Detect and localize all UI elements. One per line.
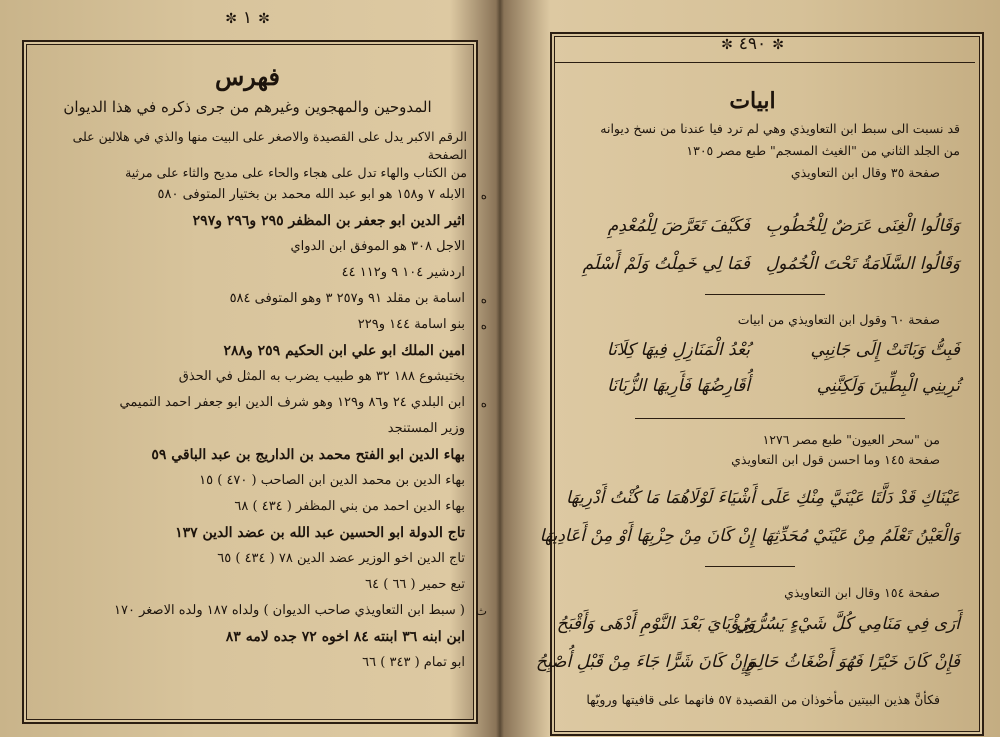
index-entry xyxy=(36,546,465,572)
section-caption: صفحة ١٥٤ وقال ابن التعاويذي xyxy=(784,585,940,600)
header-rule xyxy=(555,62,975,63)
index-entry xyxy=(36,364,465,390)
index-entry-text: اردشير ١٠٤ ٩ و١١٢ ٤٤ xyxy=(341,265,465,280)
index-entry xyxy=(36,208,465,234)
verse-hemistich: بُعْدُ الْمَنَازِلِ فِيهَا كِلَانَا xyxy=(606,340,750,360)
index-entry-text: تاج الدولة ابو الحسين عبد الله بن عضد الدين ١٣٧ xyxy=(175,525,465,541)
index-entry-marker: ه xyxy=(480,188,487,202)
index-entry xyxy=(36,260,465,286)
verse-hemistich: وَقَالُوا السَّلَامَةُ تَحْتَ الْخُمُولِ xyxy=(765,254,960,274)
intro-line: الرقم الاكبر يدل على القصيدة والاصغر على البيت منها والذي في هلالين على الصفحة xyxy=(72,129,467,162)
verses-intro xyxy=(565,118,960,162)
verse-hemistich: إِنْ كَانَ مِنْ حِزْبِهَا أَوْ مِنْ أَعَادِيهَا xyxy=(539,526,755,546)
index-intro xyxy=(40,128,467,182)
index-entry xyxy=(36,286,487,312)
ornament-icon: ✼ xyxy=(772,37,784,53)
index-entry xyxy=(36,312,487,338)
index-entry-text: ( سبط ابن التعاويذي صاحب الديوان ) ولداه ١٨٧ ولده الاصغر ١٧٠ xyxy=(114,603,465,618)
index-entry-text: بهاء الدين احمد من بني المظفر ( ٤٣٤ ) ٦٨ xyxy=(234,499,465,514)
section-caption: صفحة ١٤٥ وما احسن قول ابن التعاويذي xyxy=(731,452,940,467)
index-entry xyxy=(36,494,465,520)
index-entry-text: اسامة بن مقلد ٩١ و٢٥٧ ٣ وهو المتوفى ٥٨٤ xyxy=(229,291,465,306)
index-entry xyxy=(36,572,465,598)
verse-hemistich: أُقَارِضُهَا فَأَرِيهَا الزُّبَانَا xyxy=(607,376,750,396)
section-divider xyxy=(705,294,825,295)
index-entry-text: الاجل ٣٠٨ هو الموفق ابن الدواي xyxy=(290,239,465,254)
verse-hemistich: عَيْنَاكِ قَدْ دَلَّتَا عَيْنَيَّ مِنْكِ عَلَى xyxy=(760,488,960,508)
index-entry xyxy=(36,442,465,468)
section-caption: صفحة ٣٥ وقال ابن التعاويذي xyxy=(790,165,940,180)
index-entry-marker: ه xyxy=(480,396,487,410)
index-entry xyxy=(36,338,465,364)
verse-hemistich: تُرِينِي الْبِطِّينَ وَلَكِنَّنِي xyxy=(816,376,960,396)
index-entry-text: ابن ابنه ٣٦ ابنته ٨٤ اخوه ٧٢ جده لامه ٨٣ xyxy=(225,629,465,645)
left-page xyxy=(0,0,495,737)
index-entry xyxy=(36,390,487,416)
verse-hemistich: أَشْيَاءَ لَوْلَاهُمَا مَا كُنْتُ أَدْرِيهَا xyxy=(566,488,755,508)
verses-title: ابيات xyxy=(729,88,776,114)
verse-hemistich: فَمَا لِي خَمِلْتُ وَلَمْ أَسْلَمِ xyxy=(582,254,750,274)
index-entry-text: بنو اسامة ١٤٤ و٢٢٩ xyxy=(357,317,465,332)
index-entry xyxy=(36,598,487,624)
index-entry-marker: ث xyxy=(475,604,487,618)
index-entry-marker: ه xyxy=(480,318,487,332)
index-entry-text: تبع حمير ( ٦٦ ) ٦٤ xyxy=(365,577,465,592)
index-entry-text: الابله ٧ و١٥٨ هو ابو عبد الله محمد بن بختيار المتوفى ٥٨٠ xyxy=(157,187,465,202)
section-divider xyxy=(635,418,905,419)
verse-hemistich: فَإِنْ كَانَ خَيْرًا فَهُوَ أَضْغَاثُ حَالِمٍ xyxy=(746,652,960,672)
index-entry-text: اثير الدين ابو جعفر بن المظفر ٢٩٥ و٢٩٦ و٢٩٧ xyxy=(192,213,465,229)
index-entry-text: بهاء الدين بن محمد الدين ابن الصاحب ( ٤٧٠ ) ١٥ xyxy=(199,473,465,488)
index-entry xyxy=(36,234,465,260)
verse-hemistich: وَرُؤْيَايَ بَعْدَ النَّوْمِ أَدْهَى وَأَقْبَحُ xyxy=(556,614,755,634)
index-title: فهرس xyxy=(214,62,281,91)
intro-line: من الجلد الثاني من "الغيث المسجم" طبع مصر ١٣٠٥ xyxy=(686,143,960,158)
index-entry-text: ابو تمام ( ٣٤٣ ) ٦٦ xyxy=(362,655,465,670)
right-page-number: ✼٤٩٠✼ xyxy=(721,34,784,54)
index-entry xyxy=(36,650,465,676)
verse-hemistich: فَبِتُّ وَبَاتَتْ إِلَى جَانِبِي xyxy=(810,340,960,360)
right-page xyxy=(505,0,1000,737)
index-entry-text: امين الملك ابو علي ابن الحكيم ٢٥٩ و٢٨٨ xyxy=(223,343,465,359)
section-caption: من "سحر العيون" طبع مصر ١٢٧٦ xyxy=(762,432,940,447)
index-entry-text: وزير المستنجد xyxy=(387,421,465,436)
ornament-icon: ✼ xyxy=(721,37,733,53)
verse-hemistich: وَقَالُوا الْغِنَى عَرَضٌ لِلْخُطُوبِ xyxy=(765,216,960,236)
section-caption: صفحة ٦٠ وقول ابن التعاويذي من ابيات xyxy=(737,312,940,327)
index-entry xyxy=(36,520,465,546)
section-divider xyxy=(705,566,795,567)
index-subtitle: المدوحين والمهجوين وغيرهم من جرى ذكره في هذا الديوان xyxy=(63,98,432,116)
index-entry xyxy=(36,416,465,442)
index-entry-text: بهاء الدين ابو الفتح محمد بن الداريج بن عبد الباقي ٥٩ xyxy=(151,447,465,463)
verse-hemistich: أَرَى فِي مَنَامِي كُلَّ شَيْءٍ يَسُرُّنِي xyxy=(736,614,960,634)
intro-line: قد نسبت الى سبط ابن التعاويذي وهي لم ترد فيا عندنا من نسخ ديوانه xyxy=(600,121,960,136)
index-entry xyxy=(36,624,465,650)
index-entry xyxy=(36,468,465,494)
verse-hemistich: فَكَيْفَ تَعَرَّضَ لِلْمُعْدِمِ xyxy=(607,216,750,236)
index-entry-marker: ه xyxy=(480,292,487,306)
left-page-number: ✼١✼ xyxy=(225,8,270,28)
verse-hemistich: وَالْعَيْنُ تَعْلَمُ مِنْ عَيْنَيْ مُحَدِّثِهَا xyxy=(760,526,960,546)
verse-hemistich: وَإِنْ كَانَ شَرًّا جَاءَ مِنْ قَبْلِ أُصْبِحُ xyxy=(535,652,755,672)
index-entry xyxy=(36,182,487,208)
intro-line: من الكتاب والهاء تدل على هجاء والحاء على مديح والثاء على مرثية xyxy=(125,165,467,180)
section-footnote: فكأنَّ هذين البيتين مأخوذان من القصيدة ٥٧ فانهما على قافيتها ورويّها xyxy=(586,692,940,707)
index-entry-text: ابن البلدي ٢٤ و٨٦ و١٢٩ وهو شرف الدين ابو جعفر احمد التميمي xyxy=(119,395,465,410)
index-entry-text: تاج الدين اخو الوزير عضد الدين ٧٨ ( ٤٣٤ ) ٦٥ xyxy=(217,551,465,566)
ornament-icon: ✼ xyxy=(258,11,270,27)
index-entry-text: بختيشوع ١٨٨ ٣٢ هو طبيب يضرب به المثل في الحذق xyxy=(178,369,465,384)
ornament-icon: ✼ xyxy=(225,11,237,27)
index-entries xyxy=(36,182,487,676)
